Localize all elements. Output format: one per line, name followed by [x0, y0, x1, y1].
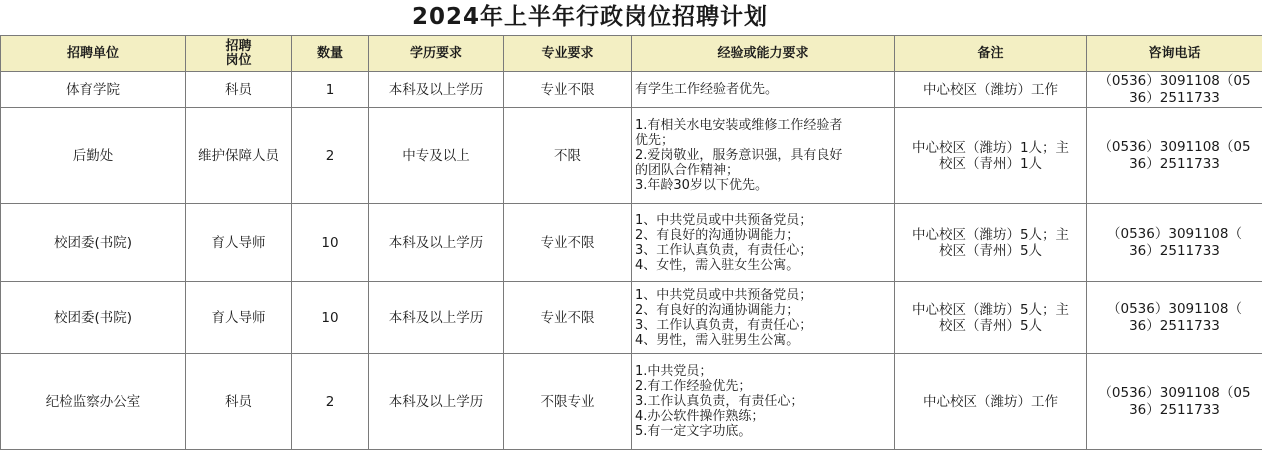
experience-line: 3.年龄30岁以下优先。	[635, 178, 768, 193]
experience-line: 4、男性，需入驻男生公寓。	[635, 332, 800, 348]
cell-major: 专业不限	[504, 72, 632, 108]
cell-experience	[632, 282, 895, 354]
remarks-line: 校区（青州）1人	[938, 155, 1043, 172]
table-row	[1, 72, 1263, 108]
cell-position: 维护保障人员	[186, 108, 292, 204]
experience-line: 有学生工作经验者优先。	[635, 82, 779, 97]
cell-unit: 纪检监察办公室	[1, 354, 186, 450]
experience-line: 2.爱岗敬业，服务意识强，具有良好	[635, 148, 843, 163]
recruitment-table	[0, 35, 1263, 450]
cell-count: 2	[292, 108, 369, 204]
remarks-line: 中心校区（潍坊）5人；主	[911, 301, 1070, 318]
experience-line: 1、中共党员或中共预备党员；	[635, 212, 813, 228]
cell-unit: 校团委(书院)	[1, 204, 186, 282]
phone-line: 36）2511733	[1129, 155, 1220, 172]
cell-count: 1	[292, 72, 369, 108]
page-title: 2024年上半年行政岗位招聘计划	[411, 4, 768, 30]
phone-line: 36）2511733	[1129, 89, 1220, 106]
experience-line: 4.办公软件操作熟练；	[635, 409, 765, 424]
cell-position: 育人导师	[186, 282, 292, 354]
cell-count: 10	[292, 204, 369, 282]
experience-line: 2、有良好的沟通协调能力；	[635, 302, 800, 318]
remarks-line: 中心校区（潍坊）工作	[923, 81, 1058, 98]
cell-major: 专业不限	[504, 204, 632, 282]
cell-remarks	[895, 282, 1087, 354]
header-major: 专业要求	[504, 36, 632, 72]
experience-line: 4、女性，需入驻女生公寓。	[635, 257, 800, 273]
experience-line: 3、工作认真负责，有责任心；	[635, 317, 813, 333]
experience-line: 5.有一定文字功底。	[635, 424, 752, 439]
header-experience: 经验或能力要求	[632, 36, 895, 72]
phone-line: （0536）3091108（	[1107, 225, 1242, 242]
phone-line: 36）2511733	[1129, 401, 1220, 418]
cell-phone	[1087, 282, 1263, 354]
right-edge-margin	[1262, 35, 1280, 473]
cell-phone	[1087, 204, 1263, 282]
cell-remarks	[895, 354, 1087, 450]
remarks-line: 中心校区（潍坊）5人；主	[911, 226, 1070, 243]
experience-line: 2、有良好的沟通协调能力；	[635, 227, 800, 243]
cell-unit: 体育学院	[1, 72, 186, 108]
experience-line: 1.中共党员；	[635, 364, 713, 379]
experience-line: 3、工作认真负责，有责任心；	[635, 242, 813, 258]
experience-line: 2.有工作经验优先；	[635, 379, 752, 394]
header-position-line1: 招聘	[225, 38, 252, 54]
table-row	[1, 354, 1263, 450]
cell-unit: 后勤处	[1, 108, 186, 204]
cell-position: 育人导师	[186, 204, 292, 282]
header-count: 数量	[292, 36, 369, 72]
remarks-line: 校区（青州）5人	[938, 317, 1043, 334]
cell-experience	[632, 204, 895, 282]
cell-count: 10	[292, 282, 369, 354]
phone-line: （0536）3091108（	[1107, 300, 1242, 317]
phone-line: （0536）3091108（05	[1098, 138, 1251, 155]
cell-experience	[632, 72, 895, 108]
cell-major: 不限	[504, 108, 632, 204]
table-row	[1, 108, 1263, 204]
experience-line: 的团队合作精神；	[635, 163, 740, 178]
header-unit: 招聘单位	[1, 36, 186, 72]
header-position	[186, 36, 292, 72]
cell-education: 本科及以上学历	[369, 282, 504, 354]
cell-position: 科员	[186, 354, 292, 450]
cell-unit: 校团委(书院)	[1, 282, 186, 354]
cell-experience	[632, 108, 895, 204]
remarks-line: 中心校区（潍坊）工作	[923, 393, 1058, 410]
cell-remarks	[895, 204, 1087, 282]
header-row	[1, 36, 1263, 72]
cell-education: 本科及以上学历	[369, 72, 504, 108]
remarks-line: 校区（青州）5人	[938, 242, 1043, 259]
phone-line: （0536）3091108（05	[1098, 72, 1251, 89]
cell-major: 专业不限	[504, 282, 632, 354]
experience-line: 优先；	[635, 133, 675, 148]
phone-line: 36）2511733	[1129, 242, 1220, 259]
header-remarks: 备注	[895, 36, 1087, 72]
cell-phone	[1087, 354, 1263, 450]
phone-line: （0536）3091108（05	[1098, 384, 1251, 401]
cell-major: 不限专业	[504, 354, 632, 450]
cell-remarks	[895, 108, 1087, 204]
header-phone: 咨询电话	[1087, 36, 1263, 72]
phone-line: 36）2511733	[1129, 317, 1220, 334]
experience-line: 1、中共党员或中共预备党员；	[635, 287, 813, 303]
cell-education: 本科及以上学历	[369, 204, 504, 282]
cell-phone	[1087, 108, 1263, 204]
cell-count: 2	[292, 354, 369, 450]
cell-education: 本科及以上学历	[369, 354, 504, 450]
cell-education: 中专及以上	[369, 108, 504, 204]
header-education: 学历要求	[369, 36, 504, 72]
experience-line: 1.有相关水电安装或维修工作经验者	[635, 118, 843, 133]
table-row	[1, 282, 1263, 354]
cell-experience	[632, 354, 895, 450]
cell-position: 科员	[186, 72, 292, 108]
remarks-line: 中心校区（潍坊）1人；主	[911, 139, 1070, 156]
header-position-line2: 岗位	[225, 52, 252, 68]
cell-remarks	[895, 72, 1087, 108]
table-row	[1, 204, 1263, 282]
experience-line: 3.工作认真负责，有责任心；	[635, 394, 804, 409]
cell-phone	[1087, 72, 1263, 108]
